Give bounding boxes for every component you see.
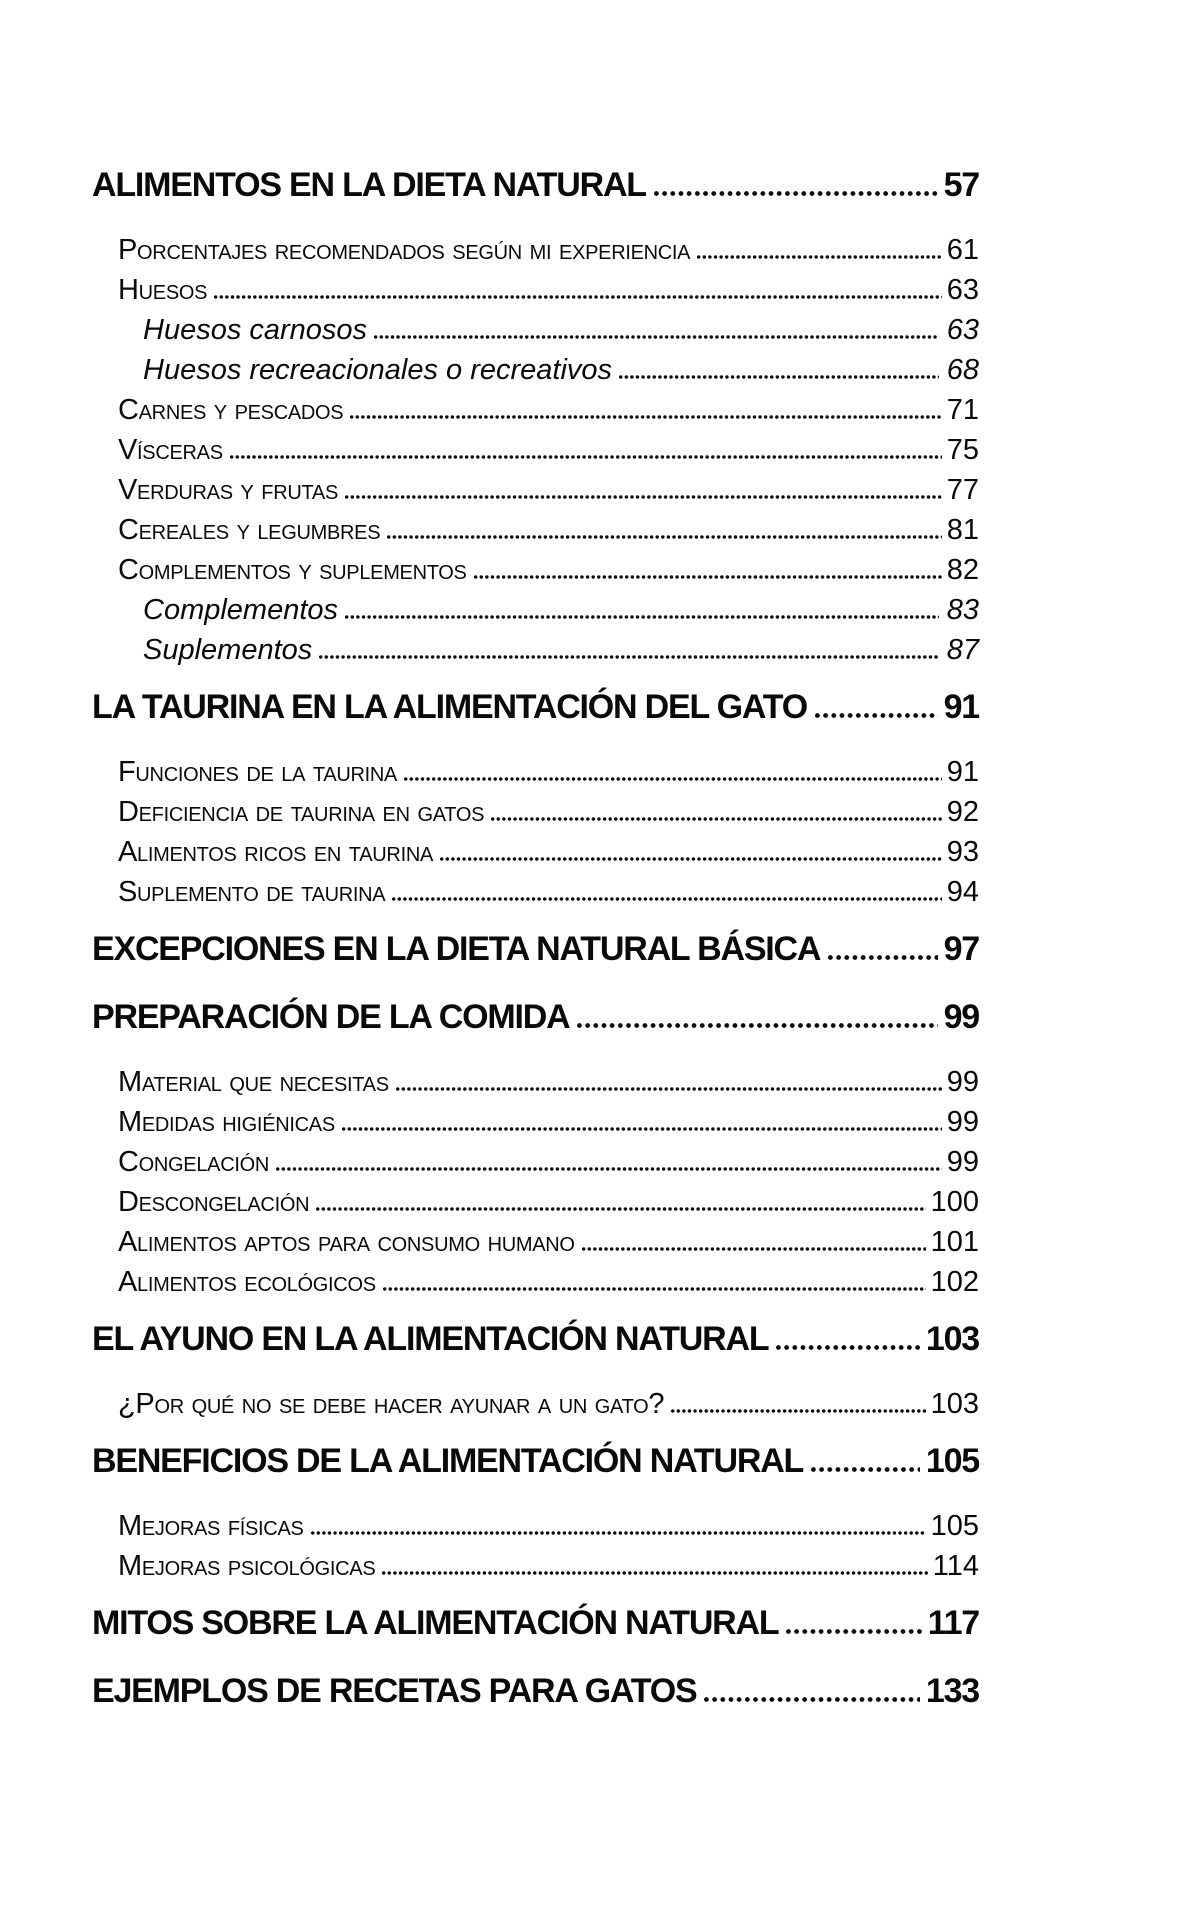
dot-leader xyxy=(311,1531,926,1535)
toc-entry-page: 91 xyxy=(943,688,979,726)
toc-entry-label: BENEFICIOS DE LA ALIMENTACIÓN NATURAL xyxy=(92,1442,804,1480)
toc-entry-page: 75 xyxy=(946,434,979,466)
dot-leader xyxy=(345,495,942,499)
dot-leader xyxy=(214,295,942,299)
toc-entry-section xyxy=(92,1222,979,1262)
toc-entry-chapter xyxy=(92,162,979,208)
toc-entry-page: 82 xyxy=(946,554,979,586)
toc-entry-section xyxy=(92,270,979,310)
dot-leader xyxy=(230,455,942,459)
toc-entry-section xyxy=(92,230,979,270)
toc-entry-page: 101 xyxy=(930,1226,979,1258)
toc-entry-page: 99 xyxy=(946,1106,979,1138)
toc-entry-label: Complementos xyxy=(143,594,339,626)
toc-entry-label: Complementos y suplementos xyxy=(118,554,467,586)
toc-entry-page: 87 xyxy=(946,634,979,666)
toc-entry-subsection xyxy=(92,310,979,350)
toc-entry-chapter xyxy=(92,994,979,1040)
toc-entry-label: Huesos recreacionales o recreativos xyxy=(143,354,613,386)
dot-leader xyxy=(474,575,942,579)
toc-entry-page: 81 xyxy=(946,514,979,546)
dot-leader xyxy=(582,1247,926,1251)
toc-entry-section xyxy=(92,1506,979,1546)
toc-entry-section xyxy=(92,510,979,550)
dot-leader xyxy=(350,415,941,419)
dot-leader xyxy=(387,535,941,539)
toc-entry-chapter xyxy=(92,1438,979,1484)
toc-entry-label: MITOS SOBRE LA ALIMENTACIÓN NATURAL xyxy=(92,1604,779,1642)
toc-entry-label: Congelación xyxy=(118,1146,270,1178)
toc-entry-section xyxy=(92,832,979,872)
toc-entry-chapter xyxy=(92,684,979,730)
toc-entry-page: 77 xyxy=(946,474,979,506)
toc-entry-page: 94 xyxy=(946,876,979,908)
toc-entry-label: Alimentos ecológicos xyxy=(118,1266,376,1298)
dot-leader xyxy=(577,1023,937,1028)
toc-entry-label: Material que necesitas xyxy=(118,1066,389,1098)
dot-leader xyxy=(342,1127,942,1131)
toc-entry-section xyxy=(92,470,979,510)
toc-entry-label: Alimentos ricos en taurina xyxy=(118,836,434,868)
toc-entry-label: Suplementos xyxy=(143,634,313,666)
toc-entry-chapter xyxy=(92,926,979,972)
table-of-contents xyxy=(92,162,979,1714)
toc-entry-page: 71 xyxy=(946,394,979,426)
dot-leader xyxy=(704,1697,919,1702)
toc-entry-section xyxy=(92,1546,979,1586)
toc-entry-label: EL AYUNO EN LA ALIMENTACIÓN NATURAL xyxy=(92,1320,769,1358)
toc-entry-label: Medidas higiénicas xyxy=(118,1106,335,1138)
toc-entry-page: 92 xyxy=(946,796,979,828)
toc-entry-section xyxy=(92,550,979,590)
toc-page xyxy=(92,162,979,1714)
toc-entry-page: 83 xyxy=(946,594,979,626)
toc-entry-chapter xyxy=(92,1600,979,1646)
toc-entry-page: 57 xyxy=(943,166,979,204)
toc-entry-label: EXCEPCIONES EN LA DIETA NATURAL BÁSICA xyxy=(92,930,821,968)
toc-entry-label: Suplemento de taurina xyxy=(118,876,386,908)
toc-entry-label: Huesos carnosos xyxy=(143,314,368,346)
dot-leader xyxy=(319,655,938,659)
dot-leader xyxy=(396,1087,942,1091)
dot-leader xyxy=(392,897,941,901)
dot-leader xyxy=(654,191,938,196)
toc-entry-label: Mejoras psicológicas xyxy=(118,1550,376,1582)
dot-leader xyxy=(671,1409,925,1413)
toc-entry-page: 99 xyxy=(943,998,979,1036)
toc-entry-chapter xyxy=(92,1668,979,1714)
toc-entry-label: Descongelación xyxy=(118,1186,310,1218)
dot-leader xyxy=(491,817,942,821)
toc-entry-label: Vísceras xyxy=(118,434,223,466)
toc-entry-label: ¿Por qué no se debe hacer ayunar a un gato? xyxy=(118,1388,665,1420)
toc-entry-page: 63 xyxy=(946,314,979,346)
dot-leader xyxy=(776,1345,919,1350)
dot-leader xyxy=(619,375,939,379)
toc-entry-label: Verduras y frutas xyxy=(118,474,339,506)
dot-leader xyxy=(828,955,937,960)
dot-leader xyxy=(811,1467,920,1472)
toc-entry-section xyxy=(92,390,979,430)
toc-entry-label: Huesos xyxy=(118,274,208,306)
toc-entry-label: Porcentajes recomendados según mi experiencia xyxy=(118,234,691,266)
toc-entry-label: Cereales y legumbres xyxy=(118,514,381,546)
toc-entry-label: Alimentos aptos para consumo humano xyxy=(118,1226,575,1258)
toc-entry-subsection xyxy=(92,630,979,670)
toc-entry-page: 117 xyxy=(927,1604,979,1642)
toc-entry-section xyxy=(92,1262,979,1302)
dot-leader xyxy=(374,335,939,339)
dot-leader xyxy=(815,713,938,718)
toc-entry-label: LA TAURINA EN LA ALIMENTACIÓN DEL GATO xyxy=(92,688,807,726)
toc-entry-label: Funciones de la taurina xyxy=(118,756,398,788)
toc-entry-section xyxy=(92,872,979,912)
toc-entry-page: 105 xyxy=(930,1510,979,1542)
toc-entry-page: 61 xyxy=(946,234,979,266)
dot-leader xyxy=(786,1629,921,1634)
toc-entry-section xyxy=(92,1102,979,1142)
toc-entry-page: 103 xyxy=(925,1320,979,1358)
toc-entry-page: 102 xyxy=(930,1266,979,1298)
toc-entry-label: EJEMPLOS DE RECETAS PARA GATOS xyxy=(92,1672,697,1710)
toc-entry-page: 99 xyxy=(946,1146,979,1178)
toc-entry-label: ALIMENTOS EN LA DIETA NATURAL xyxy=(92,166,646,204)
toc-entry-page: 63 xyxy=(946,274,979,306)
toc-entry-label: Carnes y pescados xyxy=(118,394,344,426)
toc-entry-section xyxy=(92,430,979,470)
toc-entry-label: PREPARACIÓN DE LA COMIDA xyxy=(92,998,570,1036)
toc-entry-section xyxy=(92,792,979,832)
dot-leader xyxy=(345,615,939,619)
toc-entry-section xyxy=(92,752,979,792)
toc-entry-page: 68 xyxy=(946,354,979,386)
toc-entry-page: 91 xyxy=(946,756,979,788)
toc-entry-page: 100 xyxy=(930,1186,979,1218)
dot-leader xyxy=(276,1167,942,1171)
dot-leader xyxy=(404,777,942,781)
dot-leader xyxy=(697,255,942,259)
toc-entry-subsection xyxy=(92,590,979,630)
toc-entry-section xyxy=(92,1384,979,1424)
toc-entry-page: 99 xyxy=(946,1066,979,1098)
toc-entry-subsection xyxy=(92,350,979,390)
toc-entry-section xyxy=(92,1142,979,1182)
dot-leader xyxy=(383,1287,926,1291)
toc-entry-page: 103 xyxy=(930,1388,979,1420)
toc-entry-section xyxy=(92,1062,979,1102)
toc-entry-page: 133 xyxy=(925,1672,979,1710)
toc-entry-page: 105 xyxy=(925,1442,979,1480)
dot-leader xyxy=(440,857,942,861)
toc-entry-section xyxy=(92,1182,979,1222)
toc-entry-page: 114 xyxy=(932,1550,979,1582)
toc-entry-label: Mejoras físicas xyxy=(118,1510,304,1542)
toc-entry-chapter xyxy=(92,1316,979,1362)
toc-entry-page: 97 xyxy=(943,930,979,968)
dot-leader xyxy=(382,1571,927,1575)
toc-entry-page: 93 xyxy=(946,836,979,868)
dot-leader xyxy=(316,1207,925,1211)
toc-entry-label: Deficiencia de taurina en gatos xyxy=(118,796,485,828)
